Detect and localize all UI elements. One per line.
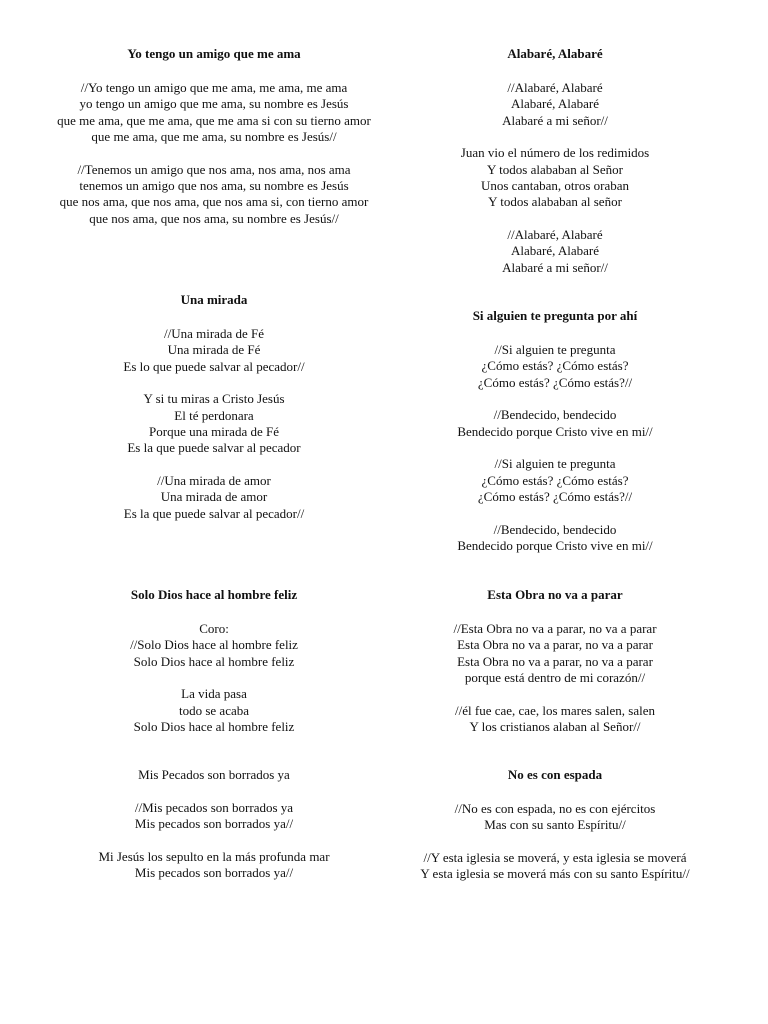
lyric-line: Y esta iglesia se moverá más con su santo Espíritu//: [420, 866, 690, 882]
lyric-line: //Alabaré, Alabaré: [507, 227, 603, 243]
song: [30, 46, 398, 243]
lyric-line: que nos ama, que nos ama, su nombre es Jesús//: [89, 210, 339, 226]
lyric-line: ¿Cómo estás? ¿Cómo estás?//: [477, 489, 633, 505]
lyric-line: ¿Cómo estás? ¿Cómo estás?: [481, 472, 629, 488]
song: [400, 767, 710, 899]
lyric-line: //Tenemos un amigo que nos ama, nos ama, nos ama: [77, 161, 351, 177]
lyric-line: Una mirada de Fé: [167, 342, 261, 358]
song-lyrics: [400, 621, 710, 735]
stanza: [30, 473, 398, 522]
song: [400, 46, 710, 292]
stanza: [30, 686, 398, 735]
lyric-line: //Y esta iglesia se moverá, y esta iglesia se moverá: [423, 850, 687, 866]
song: [400, 308, 710, 571]
lyric-line: ¿Cómo estás? ¿Cómo estás?//: [477, 374, 633, 390]
stanza: [30, 849, 398, 882]
song-title: Alabaré, Alabaré: [507, 46, 603, 61]
lyric-line: todo se acaba: [178, 702, 250, 718]
lyric-line: que nos ama, que nos ama, que nos ama si, con tierno amor: [59, 194, 369, 210]
lyric-line: //Bendecido, bendecido: [493, 521, 617, 537]
lyric-line: Es la que puede salvar al pecador//: [123, 505, 305, 521]
stanza: [400, 342, 710, 391]
lyric-line: //Una mirada de amor: [157, 473, 271, 489]
song-lyrics: [30, 767, 398, 881]
lyric-line: Bendecido porque Cristo vive en mi//: [457, 538, 653, 554]
lyric-line: Solo Dios hace al hombre feliz: [133, 718, 295, 734]
lyric-line: Mi Jesús los sepulto en la más profunda mar: [98, 848, 330, 864]
song: [30, 587, 398, 752]
lyric-line: //Alabaré, Alabaré: [507, 80, 603, 95]
lyric-line: Alabaré a mi señor//: [502, 259, 608, 275]
song-lyrics: [400, 801, 710, 883]
lyric-line: Alabaré a mi señor//: [502, 112, 608, 128]
lyric-line: Porque una mirada de Fé: [149, 423, 279, 439]
lyric-line: yo tengo un amigo que me ama, su nombre es Jesús: [79, 96, 349, 112]
lyric-line: Mis pecados son borrados ya//: [134, 865, 294, 881]
lyric-line: //él fue cae, cae, los mares salen, salen: [455, 702, 655, 718]
stanza: [30, 326, 398, 375]
lyric-line: //Yo tengo un amigo que me ama, me ama, me ama: [80, 80, 348, 95]
stanza: [400, 456, 710, 505]
song-lyrics: [30, 326, 398, 522]
lyric-line: Bendecido porque Cristo vive en mi//: [457, 423, 653, 439]
stanza: [30, 621, 398, 670]
stanza: [400, 621, 710, 686]
lyric-line: Y los cristianos alaban al Señor//: [469, 718, 641, 734]
stanza: [30, 767, 398, 783]
lyric-line: //Bendecido, bendecido: [493, 407, 617, 423]
stanza: [30, 80, 398, 145]
song-title: No es con espada: [507, 767, 603, 782]
lyric-line: //Mis pecados son borrados ya: [134, 799, 294, 815]
lyric-line: //No es con espada, no es con ejércitos: [454, 801, 656, 816]
lyric-line: Una mirada de amor: [160, 489, 268, 505]
lyric-line: //Una mirada de Fé: [164, 326, 264, 341]
lyric-line: Alabaré, Alabaré: [510, 96, 600, 112]
lyric-line: Esta Obra no va a parar, no va a parar: [457, 653, 653, 669]
song: [30, 292, 398, 538]
lyric-line: Mas con su santo Espíritu//: [484, 817, 626, 833]
stanza: [400, 80, 710, 129]
song-title: Esta Obra no va a parar: [487, 587, 623, 602]
stanza: [400, 801, 710, 834]
lyric-line: Unos cantaban, otros oraban: [480, 177, 629, 193]
lyric-line: Coro:: [199, 621, 229, 636]
song-lyrics: [30, 621, 398, 735]
lyric-line: //Esta Obra no va a parar, no va a parar: [453, 621, 657, 636]
lyric-line: ¿Cómo estás? ¿Cómo estás?: [481, 358, 629, 374]
lyric-line: porque está dentro de mi corazón//: [464, 669, 646, 685]
lyric-line: Es lo que puede salvar al pecador//: [123, 358, 305, 374]
stanza: [400, 703, 710, 736]
lyric-line: Solo Dios hace al hombre feliz: [133, 653, 295, 669]
stanza: [30, 391, 398, 456]
song: [30, 767, 398, 898]
song-title: Solo Dios hace al hombre feliz: [130, 587, 298, 602]
song-lyrics: [400, 80, 710, 276]
lyric-line: Y todos alababan al señor: [488, 194, 622, 210]
lyric-line: //Si alguien te pregunta: [494, 342, 616, 357]
lyric-line: Y todos alababan al Señor: [487, 161, 623, 177]
stanza: [30, 162, 398, 227]
stanza: [30, 800, 398, 833]
lyric-line: Es la que puede salvar al pecador: [127, 440, 301, 456]
lyric-line: que me ama, que me ama, su nombre es Jesús//: [91, 128, 337, 144]
lyric-line: //Solo Dios hace al hombre feliz: [130, 637, 298, 653]
stanza: [400, 227, 710, 276]
song-lyrics: [400, 342, 710, 554]
lyric-line: Alabaré, Alabaré: [510, 243, 600, 259]
song-title: Si alguien te pregunta por ahí: [472, 308, 638, 323]
lyric-line: Juan vio el número de los redimidos: [460, 145, 650, 161]
song-title: Una mirada: [180, 292, 248, 307]
lyric-line: //Si alguien te pregunta: [494, 456, 616, 472]
song-lyrics: [30, 80, 398, 227]
song: [400, 587, 710, 752]
stanza: [400, 407, 710, 440]
song-title: Yo tengo un amigo que me ama: [127, 46, 301, 61]
lyric-line: que me ama, que me ama, que me ama si con su tierno amor: [57, 112, 371, 128]
stanza: [400, 850, 710, 883]
lyric-line: Mis Pecados son borrados ya: [138, 767, 290, 782]
lyric-line: La vida pasa: [181, 686, 247, 702]
lyric-line: El té perdonara: [174, 407, 254, 423]
lyric-line: Mis pecados son borrados ya//: [134, 816, 294, 832]
stanza: [400, 522, 710, 555]
lyric-line: Esta Obra no va a parar, no va a parar: [457, 637, 653, 653]
lyric-line: tenemos un amigo que nos ama, su nombre es Jesús: [79, 177, 349, 193]
lyric-line: Y si tu miras a Cristo Jesús: [143, 391, 285, 407]
stanza: [400, 145, 710, 210]
